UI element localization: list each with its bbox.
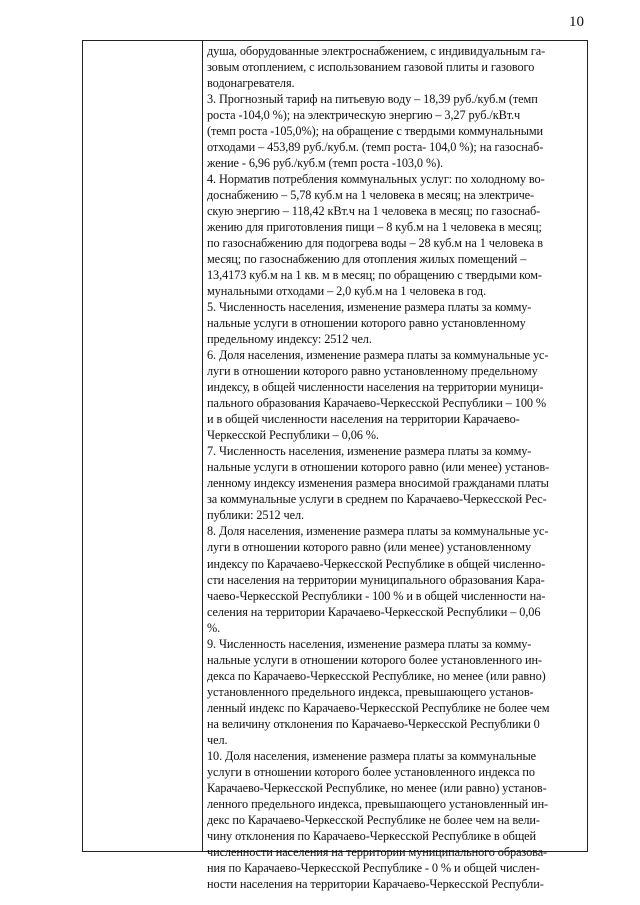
table-text-column [203, 43, 586, 892]
text-line: индексу, в общей численности населения на территории муници- [207, 380, 544, 395]
text-line: скую энергию – 118,42 кВт.ч на 1 человека в месяц; по газоснаб- [207, 204, 541, 219]
text-line: 6. Доля населения, изменение размера платы за коммунальные ус- [207, 348, 549, 363]
text-line: чел. [207, 732, 228, 747]
text-line: ленный индекс по Карачаево-Черкесской Республике не более чем [207, 700, 550, 715]
text-line: 7. Численность населения, изменение размера платы за комму- [207, 444, 532, 459]
text-line: мунальными отходами – 2,0 куб.м на 1 человека в год. [207, 284, 487, 299]
text-line: численности населения на территории муниципального образова- [207, 844, 548, 859]
text-line: луги в отношении которого равно установленному предельному [207, 364, 538, 379]
text-line: роста -104,0 %); на электрическую энергию – 3,27 руб./кВт.ч [207, 108, 521, 123]
text-line: Карачаево-Черкесской Республике, но менее (или равно) установ- [207, 780, 547, 795]
text-line: 9. Численность населения, изменение размера платы за комму- [207, 636, 532, 651]
text-line: душа, оборудованные электроснабжением, с индивидуальным га- [207, 44, 546, 58]
text-line: 13,4173 куб.м на 1 кв. м в месяц; по обращению с твердыми ком- [207, 268, 542, 283]
text-line: отходами – 453,89 руб./куб.м. (темп роста- 104,0 %); на газоснаб- [207, 140, 544, 155]
table-left-column [83, 41, 203, 851]
text-line: нальные услуги в отношении которого более установленного ин- [207, 652, 542, 667]
text-line: доснабжению – 5,78 куб.м на 1 человека в месяц; на электриче- [207, 188, 535, 203]
text-line: 3. Прогнозный тариф на питьевую воду – 18,39 руб./куб.м (темп [207, 92, 538, 107]
text-line: индексу по Карачаево-Черкесской Республике в общей численно- [207, 556, 546, 571]
text-line: (темп роста -105,0%); на обращение с твердыми коммунальными [207, 124, 544, 139]
text-line: нальные услуги в отношении которого равно установленному [207, 316, 526, 331]
page-number: 10 [569, 14, 584, 30]
text-line: чину отклонения по Карачаево-Черкесской Республике в общей [207, 828, 537, 843]
text-line: предельному индексу: 2512 чел. [207, 332, 372, 347]
text-line: ности населения на территории Карачаево-Черкесской Республи- [207, 876, 544, 891]
text-line: нальные услуги в отношении которого равно (или менее) установ- [207, 460, 550, 475]
text-line: 8. Доля населения, изменение размера платы за коммунальные ус- [207, 524, 549, 539]
text-line: сти населения на территории муниципального образования Кара- [207, 572, 545, 587]
text-line: месяц; по газоснабжению для отопления жилых помещений – [207, 252, 527, 267]
text-line: %. [207, 620, 221, 635]
text-line: на величину отклонения по Карачаево-Черкесской Республики 0 [207, 716, 540, 731]
text-line: декс по Карачаево-Черкесской Республике не более чем на вели- [207, 812, 540, 827]
text-line: селения на территории Карачаево-Черкесской Республики – 0,06 [207, 604, 541, 619]
text-line: по газоснабжению для подогрева воды – 28 куб.м на 1 человека в [207, 236, 543, 251]
text-line: ленному индексу изменения размера вносимой гражданами платы [207, 476, 549, 491]
text-line: луги в отношении которого равно (или менее) установленному [207, 540, 532, 555]
text-line: ленного предельного индекса, превышающего установленный ин- [207, 796, 549, 811]
text-line: 5. Численность населения, изменение размера платы за комму- [207, 300, 532, 315]
text-line: жению для приготовления пищи – 8 куб.м на 1 человека в месяц; [207, 220, 542, 235]
text-line: услуги в отношении которого более установленного индекса по [207, 764, 535, 779]
text-line: жение - 6,96 руб./куб.м (темп роста -103,0 %). [207, 156, 444, 171]
text-line: 10. Доля населения, изменение размера платы за коммунальные [207, 748, 537, 763]
text-line: за коммунальные услуги в среднем по Карачаево-Черкесской Рес- [207, 492, 547, 507]
document-table [82, 40, 588, 891]
text-line: чаево-Черкесской Республики - 100 % и в общей численности на- [207, 588, 546, 603]
text-line: пального образования Карачаево-Черкесской Республики – 100 % [207, 396, 547, 411]
text-line: 4. Норматив потребления коммунальных услуг: по холодному во- [207, 172, 545, 187]
text-line: зовым отоплением, с использованием газовой плиты и газового [207, 60, 535, 75]
text-line: декса по Карачаево-Черкесской Республике, но менее (или равно) [207, 668, 546, 683]
text-line: Черкесской Республики – 0,06 %. [207, 428, 379, 443]
text-line: водонагревателя. [207, 76, 295, 91]
text-line: и в общей численности населения на территории Карачаево- [207, 412, 520, 427]
text-line: публики: 2512 чел. [207, 508, 305, 523]
text-line: установленного предельного индекса, превышающего установ- [207, 684, 534, 699]
text-line: ния по Карачаево-Черкесской Республике - 0 % и общей числен- [207, 860, 540, 875]
